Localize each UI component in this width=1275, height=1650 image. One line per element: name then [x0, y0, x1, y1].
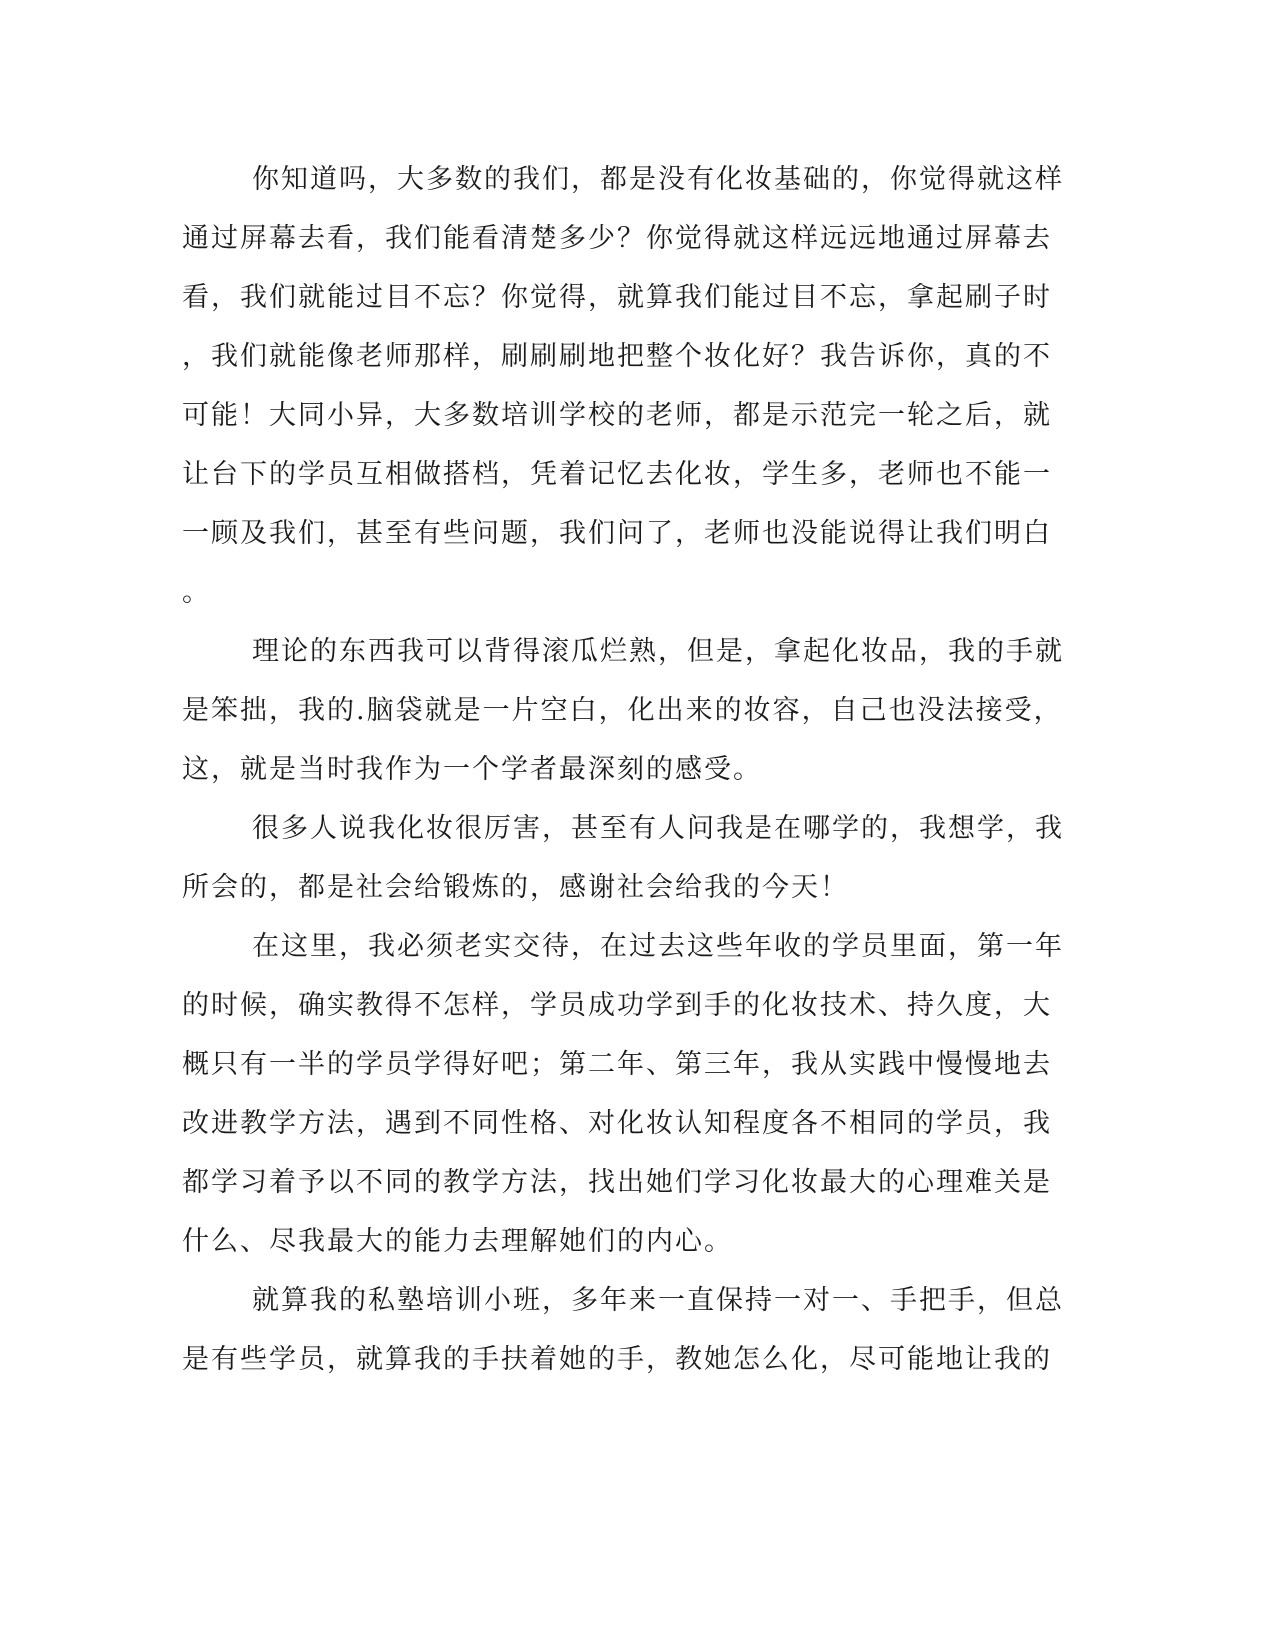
paragraph-1-line-3: 看，我们就能过目不忘？你觉得，就算我们能过目不忘，拿起刷子时: [182, 282, 1052, 313]
paragraph-1-line-6: 让台下的学员互相做搭档，凭着记忆去化妆，学生多，老师也不能一: [182, 459, 1052, 490]
paragraph-2-line-2: 是笨拙，我的.脑袋就是一片空白，化出来的妆容，自己也没法接受，: [182, 695, 1063, 726]
paragraph-1-line-7: 一顾及我们，甚至有些问题，我们问了，老师也没能说得让我们明白: [182, 518, 1052, 549]
paragraph-1-line-8: 。: [182, 577, 211, 608]
paragraph-4-line-4: 改进教学方法，遇到不同性格、对化妆认知程度各不相同的学员，我: [182, 1108, 1052, 1139]
paragraph-4-line-1: 在这里，我必须老实交待，在过去这些年收的学员里面，第一年: [252, 931, 1064, 962]
paragraph-3-line-1: 很多人说我化妆很厉害，甚至有人问我是在哪学的，我想学，我: [252, 813, 1064, 844]
paragraph-5-line-1: 就算我的私塾培训小班，多年来一直保持一对一、手把手，但总: [252, 1285, 1064, 1316]
paragraph-1-line-1: 你知道吗，大多数的我们，都是没有化妆基础的，你觉得就这样: [252, 164, 1064, 195]
paragraph-2-line-3: 这，就是当时我作为一个学者最深刻的感受。: [182, 754, 762, 785]
paragraph-4-line-3: 概只有一半的学员学得好吧；第二年、第三年，我从实践中慢慢地去: [182, 1049, 1052, 1080]
paragraph-4-line-5: 都学习着予以不同的教学方法，找出她们学习化妆最大的心理难关是: [182, 1167, 1052, 1198]
paragraph-1-line-4: ，我们就能像老师那样，刷刷刷地把整个妆化好？我告诉你，真的不: [182, 341, 1052, 372]
paragraph-3-line-2: 所会的，都是社会给锻炼的，感谢社会给我的今天！: [182, 872, 849, 903]
paragraph-2-line-1: 理论的东西我可以背得滚瓜烂熟，但是，拿起化妆品，我的手就: [252, 636, 1064, 667]
paragraph-4-line-2: 的时候，确实教得不怎样，学员成功学到手的化妆技术、持久度，大: [182, 990, 1052, 1021]
paragraph-4-line-6: 什么、尽我最大的能力去理解她们的内心。: [182, 1226, 733, 1257]
paragraph-1-line-5: 可能！大同小异，大多数培训学校的老师，都是示范完一轮之后，就: [182, 400, 1052, 431]
paragraph-5-line-2: 是有些学员，就算我的手扶着她的手，教她怎么化，尽可能地让我的: [182, 1344, 1052, 1375]
paragraph-1-line-2: 通过屏幕去看，我们能看清楚多少？你觉得就这样远远地通过屏幕去: [182, 223, 1052, 254]
